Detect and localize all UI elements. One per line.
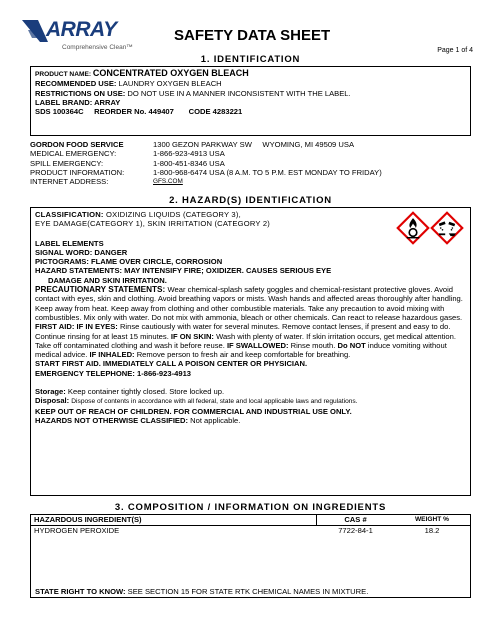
label-brand-line: LABEL BRAND: ARRAY: [35, 97, 121, 107]
product-name-line: PRODUCT NAME: CONCENTRATED OXYGEN BLEACH: [35, 68, 249, 78]
contact-row: MEDICAL EMERGENCY: 1-866-923-4913 USA: [30, 149, 225, 159]
contact-info: [30, 140, 382, 186]
composition-box: [30, 514, 471, 598]
disposal-line: Disposal: Dispose of contents in accordance with all federal, state and local applicable laws and regulations.: [35, 396, 358, 406]
logo-word: ARRAY: [46, 18, 117, 41]
contact-row: PRODUCT INFORMATION: 1-800-968-6474 USA (8 A.M. TO 5 P.M. EST MONDAY TO FRIDAY): [30, 167, 382, 177]
state-right-to-know: STATE RIGHT TO KNOW: SEE SECTION 15 FOR STATE RTK CHEMICAL NAMES IN MIXTURE.: [35, 587, 369, 596]
hazard-statements: HAZARD STATEMENTS: MAY INTENSIFY FIRE; OXIDIZER. CAUSES SERIOUS EYE: [35, 266, 332, 276]
document-title: SAFETY DATA SHEET: [174, 27, 331, 44]
identification-box: [30, 66, 471, 136]
internet-address-link[interactable]: GFS.COM: [153, 178, 183, 186]
table-row: [31, 526, 470, 537]
precautionary-statements: PRECAUTIONARY STATEMENTS: Wear chemical-splash safety goggles and chemical-resistant protective gloves. Avoid contact with eyes, skin and clothing. Avoid breathing vapors or mists. Wash hands and affected areas thoroughly after handling. Keep away from heat. Keep away from clothing and other combustible materials. Take any precaution to avoid mixing with combustibles. Mix only with water. Do not mix with ammonia, bleach or other chemicals. Can react to release hazardous gases. FIRST AID: IF IN EYES: Rinse cautiously with water for several minutes. Remove contact lenses, if present and easy to do. Continue rinsing for at least 15 minutes. IF ON SKIN: Wash with plenty of water. If skin irritation occurs, get medical attention. Take off contaminated clothing and wash it before reuse. IF SWALLOWED: Rinse mouth. Do NOT induce vomiting without medical advice. IF INHALED: Remove person to fresh air and keep comfortable for breathing.: [35, 285, 463, 360]
section-2-heading: 2. HAZARD(S) IDENTIFICATION: [169, 195, 332, 206]
hazard-statements-2: DAMAGE AND SKIN IRRITATION.: [48, 275, 167, 285]
page-number: Page 1 of 4: [437, 47, 473, 54]
ingredient-weight: 18.2: [424, 526, 440, 535]
flame-over-circle-icon: [395, 210, 431, 246]
hnoc-line: HAZARDS NOT OTHERWISE CLASSIFIED: Not applicable.: [35, 415, 241, 425]
recommended-use-line: RECOMMENDED USE: LAUNDRY OXYGEN BLEACH: [35, 79, 222, 89]
product-name: CONCENTRATED OXYGEN BLEACH: [92, 68, 249, 78]
hazard-identification-box: [30, 207, 471, 496]
emergency-telephone: EMERGENCY TELEPHONE: 1-866-923-4913: [35, 368, 192, 378]
section-3-heading: 3. COMPOSITION / INFORMATION ON INGREDIENTS: [114, 502, 387, 513]
classification-line: CLASSIFICATION: OXIDIZING LIQUIDS (CATEGORY 3),: [35, 210, 241, 219]
sds-codes-line: SDS 100364C REORDER No. 449407 CODE 4283221: [35, 107, 243, 117]
array-logo: [20, 14, 160, 56]
label-elements: LABEL ELEMENTS: [35, 238, 104, 248]
pictograms-line: PICTOGRAMS: FLAME OVER CIRCLE, CORROSION: [35, 257, 223, 267]
signal-word: SIGNAL WORD: DANGER: [35, 247, 128, 257]
section-1-heading: 1. IDENTIFICATION: [200, 54, 301, 65]
storage-line: Storage: Keep container tightly closed. Store locked up.: [35, 387, 225, 397]
restrictions-line: RESTRICTIONS ON USE: DO NOT USE IN A MANNER INCONSISTENT WITH THE LABEL.: [35, 88, 351, 98]
ingredient-cas: 7722-84-1: [338, 526, 373, 535]
ingredients-table-header: [31, 515, 470, 526]
contact-row: INTERNET ADDRESS: GFS.COM: [30, 177, 183, 187]
classification-line-2: EYE DAMAGE(CATEGORY 1), SKIN IRRITATION (CATEGORY 2): [35, 219, 271, 229]
keep-out-line: KEEP OUT OF REACH OF CHILDREN. FOR COMMERCIAL AND INDUSTRIAL USE ONLY.: [35, 406, 352, 416]
contact-row: GORDON FOOD SERVICE 1300 GEZON PARKWAY SW WYOMING, MI 49509 USA: [30, 140, 355, 149]
corrosion-icon: [429, 210, 465, 246]
ingredient-name: HYDROGEN PEROXIDE: [34, 526, 120, 535]
column-header-cas: CAS #: [344, 515, 367, 524]
contact-row: SPILL EMERGENCY: 1-800-451-8346 USA: [30, 158, 225, 168]
logo-tagline: Comprehensive Clean™: [62, 44, 133, 51]
start-first-aid: START FIRST AID. IMMEDIATELY CALL A POISON CENTER OR PHYSICIAN.: [35, 359, 308, 369]
column-header-ingredient: HAZARDOUS INGREDIENT(S): [31, 515, 317, 525]
column-header-weight: WEIGHT %: [414, 516, 450, 523]
